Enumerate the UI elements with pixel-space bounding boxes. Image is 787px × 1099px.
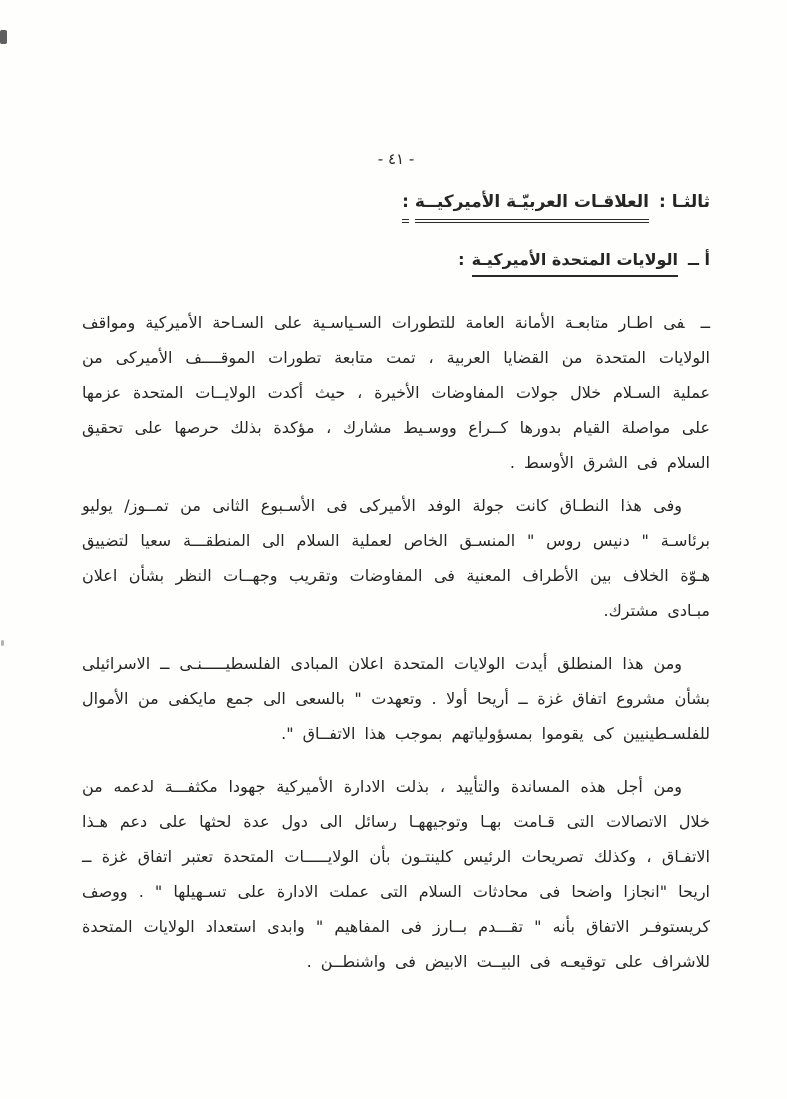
- paragraph: [82, 646, 710, 751]
- subsection-heading-label: أ ــ: [688, 250, 710, 269]
- section-heading: [82, 190, 710, 223]
- paragraph-text: ومن أجل هذه المساندة والتأييد ، بذلت الادارة الأميركية جهودا مكثفـــة لدعمه من خلال الاتصالات التى قـامت بهـا وتوجيههـا رسائل الى دول عدة لحثها على دعم هـذا الاتفـاق ، وكذلك تصريحات الرئيس كلينتـون بأن الولايـــــات المتحدة تعتبر اتفاق غزة ــ اريحا "انجازا واضحا فى محادثات السلام التى عملت الادارة على تسـهيلها " . ووصف كريستوفـر الاتفاق بأنه " تقـــدم بــارز فى المفاهيم " وابدى استعداد الولايات المتحدة للاشراف على توقيعـه فى البيــت الابيض فى واشنطــن .: [82, 777, 710, 971]
- scan-artifact: [0, 30, 7, 44]
- section-heading-title: العلاقـات العربيّـة الأميركيــة: [415, 190, 649, 223]
- page-content: [82, 150, 710, 979]
- paragraph-dash-marker: ــ: [700, 313, 710, 332]
- paragraph: [82, 488, 710, 628]
- paragraph-text: وفى هذا النطـاق كانت جولة الوفد الأميركى فى الأسـبوع الثانى من تمــوز/ يوليو برئاسـة " دنيس روس " المنسـق الخاص لعملية السلام الى المنطقـــة سعيا لتضييق هـوّة الخلاف بين الأطراف المعنية فى المفاوضات وتقريب وجهــات النظر بشأن اعلان مبـادى مشترك.: [82, 496, 710, 620]
- section-heading-label: ثالثـا :: [659, 192, 710, 212]
- subsection-heading-title: الولايات المتحدة الأميركيـة: [472, 249, 678, 277]
- subsection-heading-colon: :: [458, 250, 465, 269]
- paragraph-text: فى اطـار متابعـة الأمانة العامة للتطورات السـياسـية على السـاحة الأميركية ومواقف الولايات المتحدة من القضايا العربية ، تمت متابعة تطورات الموقــــف الأميركى من عملية السـلام خلال جولات المفاوضات الأخيرة ، حيث أكدت الولايــات المتحدة عزمها على مواصلة القيام بدورها كــراع ووسـيط مشارك ، مؤكدة بذلك حرصها على تحقيق السلام فى الشرق الأوسط .: [82, 313, 710, 472]
- page-number: - ٤١ -: [377, 150, 415, 168]
- scan-artifact: [1, 640, 4, 646]
- paragraph-text: ومن هذا المنطلق أيدت الولايات المتحدة اعلان المبادى الفلسطيـــــنـى ــ الاسرائيلى بشأن مشروع اتفاق غزة ــ أريحا أولا . وتعهدت " بالسعى الى جمع مايكفى من الأموال للفلسـطينيين كى يقوموا بمسؤولياتهم بموجب هذا الاتفــاق ".: [82, 654, 710, 743]
- paragraph: [82, 769, 710, 979]
- section-heading-colon: :: [402, 190, 409, 223]
- paragraph: [82, 305, 710, 480]
- subsection-heading: [82, 249, 710, 277]
